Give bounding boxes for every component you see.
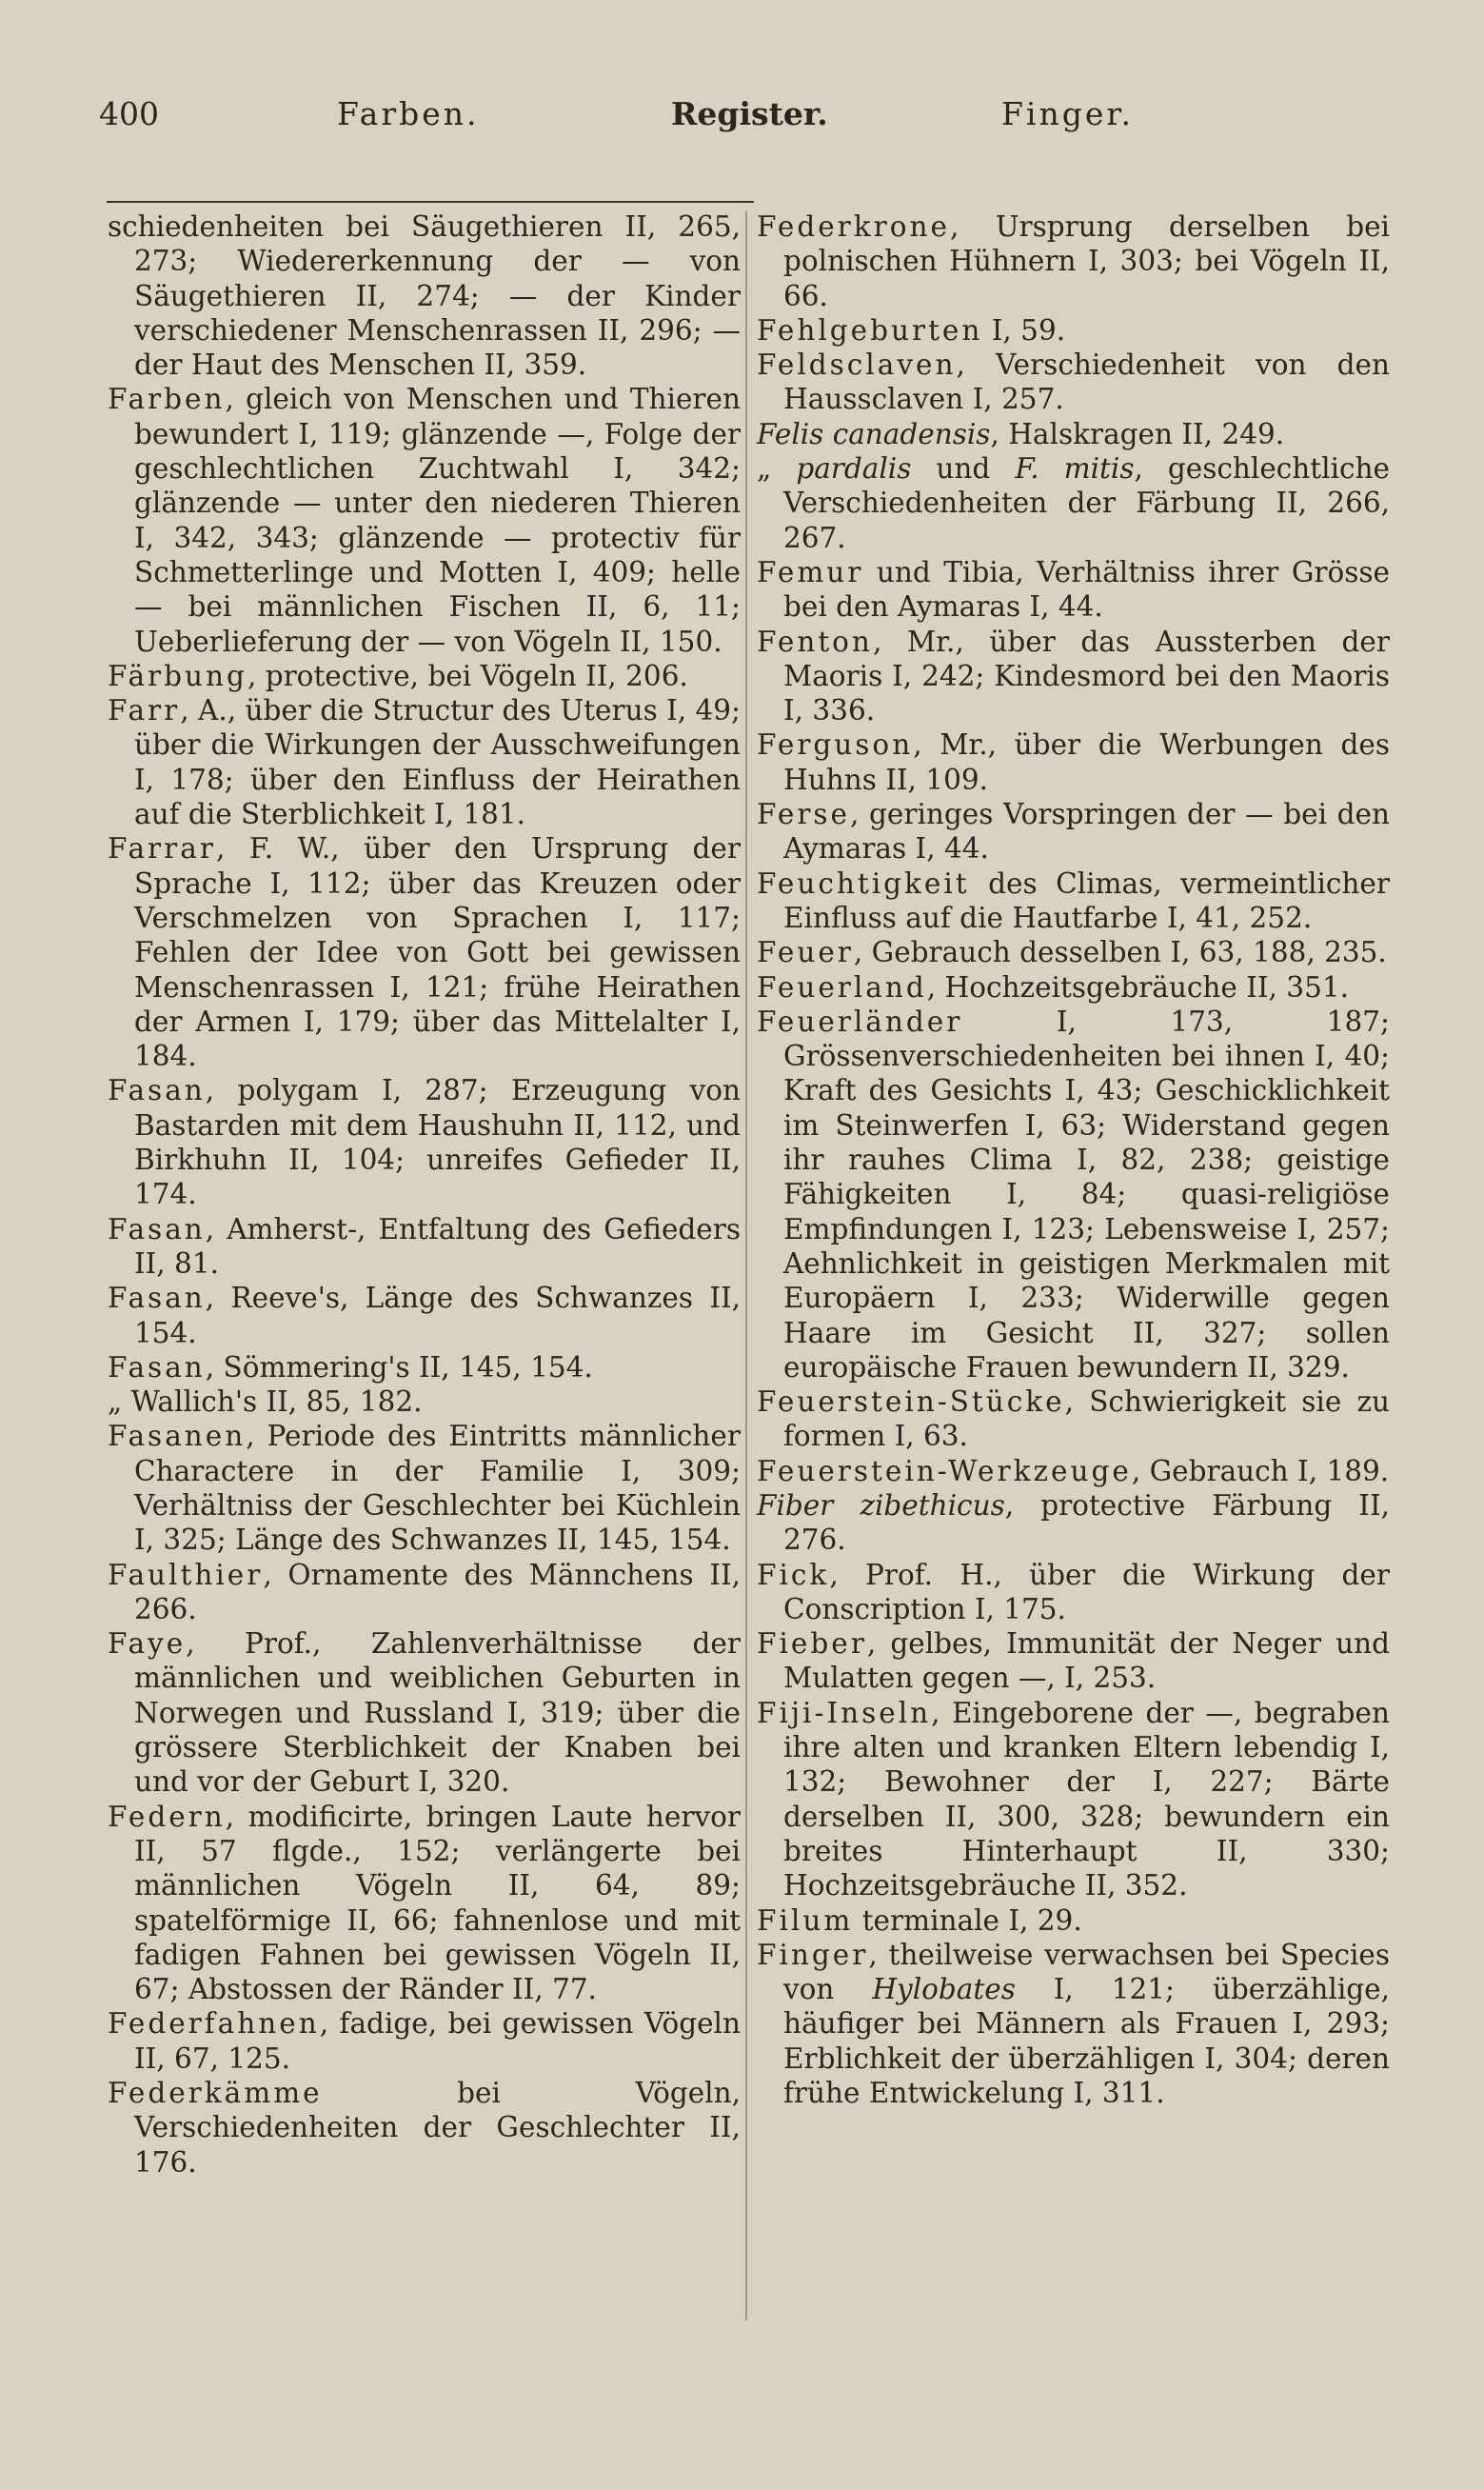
latin-name: pardalis bbox=[796, 452, 912, 486]
entry-headword: Finger bbox=[757, 1938, 869, 1971]
entry-text: , gleich von Menschen und Thieren bewundert I, 119; glänzende —, Folge der geschlechtlichen Zuchtwahl I, 342; glänzende — unter den niederen Thieren I, 342, 343; glänzende — protectiv für Schmetterlinge und Motten I, 409; helle — bei männlichen Fischen II, 6, 11; Ueberlieferung der — von Vögeln II, 150. bbox=[134, 383, 741, 658]
entry-headword: Femur bbox=[757, 555, 864, 588]
entry-headword: Fasan bbox=[108, 1212, 206, 1245]
entry-headword: Fick bbox=[757, 1558, 830, 1591]
index-entry bbox=[108, 209, 741, 382]
entry-headword: Fieber bbox=[757, 1627, 867, 1661]
entry-headword: Farr bbox=[108, 694, 181, 727]
entry-text: , Sömmering's II, 145, 154. bbox=[205, 1350, 593, 1384]
entry-text: , protective Färbung II, 276. bbox=[783, 1488, 1390, 1557]
entry-headword: Feuerstein-Werkzeuge bbox=[757, 1454, 1132, 1487]
index-entry bbox=[108, 1419, 741, 1557]
index-entry bbox=[757, 797, 1390, 867]
entry-text: , A., über die Structur des Uterus I, 49; über die Wirkungen der Ausschweifungen I, 178; über den Einfluss der Heirathen auf die Sterblichkeit I, 181. bbox=[134, 694, 741, 831]
entry-headword: Feldsclaven bbox=[757, 349, 957, 382]
index-entry bbox=[757, 1903, 1390, 1938]
latin-name: Hylobates bbox=[872, 1973, 1016, 2006]
index-entry bbox=[108, 831, 741, 1073]
index-entry bbox=[108, 1073, 741, 1211]
entry-text: terminale I, 29. bbox=[853, 1903, 1082, 1937]
entry-text: , fadige, bei gewissen Vögeln II, 67, 125. bbox=[134, 2007, 741, 2075]
page-number: 400 bbox=[99, 95, 159, 132]
index-entry bbox=[757, 1384, 1390, 1454]
entry-text: „ Wallich's II, 85, 182. bbox=[108, 1385, 423, 1419]
index-entry bbox=[757, 1005, 1390, 1384]
entry-headword: Fasanen bbox=[108, 1420, 247, 1453]
entry-text: , Ornamente des Männchens II, 266. bbox=[134, 1558, 741, 1625]
entry-headword: Federkrone bbox=[757, 210, 950, 243]
running-header bbox=[0, 95, 1484, 143]
entry-text: , gelbes, Immunität der Neger und Mulatten gegen —, I, 253. bbox=[783, 1627, 1390, 1695]
index-entry bbox=[108, 1281, 741, 1350]
entry-text: I, 121; überzählige, häufiger bei Männern als Frauen I, 293; Erblichkeit der überzähligen I, 304; deren frühe Entwickelung I, 311. bbox=[783, 1973, 1390, 2110]
entry-text: , Hochzeitsgebräuche II, 351. bbox=[926, 970, 1349, 1004]
index-entry bbox=[757, 727, 1390, 797]
index-entry bbox=[757, 867, 1390, 936]
entry-text: , Ursprung derselben bei polnischen Hühnern I, 303; bei Vögeln II, 66. bbox=[783, 210, 1390, 312]
entry-text: I, 173, 187; Grössenverschiedenheiten bei ihnen I, 40; Kraft des Gesichts I, 43; Geschicklichkeit im Steinwerfen I, 63; Widerstand gegen ihr rauhes Clima I, 82, 238; geistige Fähigkeiten I, 84; quasi-religiöse Empfindungen I, 123; Lebensweise I, 257; Aehnlichkeit in geistigen Merkmalen mit Europäern I, 233; Widerwille gegen Haare im Gesicht II, 327; sollen europäische Frauen bewundern II, 329. bbox=[783, 1005, 1390, 1384]
right-column bbox=[757, 209, 1390, 2110]
header-left-term: Farben. bbox=[337, 95, 480, 132]
left-column bbox=[108, 209, 741, 2180]
index-entry bbox=[757, 1626, 1390, 1696]
index-entry bbox=[108, 1384, 741, 1419]
index-entry bbox=[757, 1454, 1390, 1488]
index-entry bbox=[757, 935, 1390, 969]
index-entry bbox=[108, 1558, 741, 1627]
entry-headword: Filum bbox=[757, 1903, 854, 1937]
entry-text: des Climas, vermeintlicher Einfluss auf die Hautfarbe I, 41, 252. bbox=[783, 867, 1390, 934]
entry-text: , Mr., über die Werbungen des Huhns II, 109. bbox=[783, 728, 1390, 796]
index-entry bbox=[757, 1938, 1390, 2110]
entry-headword: Feuerländer bbox=[757, 1005, 963, 1038]
index-entry bbox=[757, 451, 1390, 555]
index-entry bbox=[108, 1800, 741, 2007]
entry-text: , protective, bei Vögeln II, 206. bbox=[247, 659, 688, 692]
entry-text: schiedenheiten bei Säugethieren II, 265, 273; Wiedererkennung der — von Säugethieren II, 274; — der Kinder verschiedener Menschenrassen II, 296; — der Haut des Menschen II, 359. bbox=[108, 210, 741, 382]
entry-headword: Fasan bbox=[108, 1074, 206, 1107]
entry-headword: Federfahnen bbox=[108, 2007, 320, 2041]
entry-text: , geschlechtliche Verschiedenheiten der Färbung II, 266, 267. bbox=[783, 452, 1390, 554]
entry-headword: Fasan bbox=[108, 1350, 206, 1384]
entry-text: , geringes Vorspringen der — bei den Aymaras I, 44. bbox=[783, 798, 1390, 866]
entry-headword: Ferse bbox=[757, 798, 851, 831]
index-entry bbox=[757, 625, 1390, 728]
header-rule bbox=[107, 201, 754, 203]
entry-text: , Eingeborene der —, begraben ihre alten und kranken Eltern lebendig I, 132; Bewohner der I, 227; Bärte derselben II, 300, 328; bewundern ein breites Hinterhaupt II, 330; Hochzeitsgebräuche II, 352. bbox=[783, 1696, 1390, 1902]
entry-headword: Felis canadensis bbox=[757, 417, 991, 450]
index-entry bbox=[108, 2006, 741, 2076]
entry-text: , Amherst-, Entfaltung des Gefieders II, 81. bbox=[134, 1212, 741, 1280]
entry-text: , Mr., über das Aussterben der Maoris I, 242; Kindesmord bei den Maoris I, 336. bbox=[783, 625, 1390, 727]
entry-headword: Faulthier bbox=[108, 1558, 264, 1591]
index-entry bbox=[757, 1558, 1390, 1627]
entry-text: , Halskragen II, 249. bbox=[990, 417, 1285, 450]
entry-headword: Feuchtigkeit bbox=[757, 867, 970, 900]
entry-text: und Tibia, Verhältniss ihrer Grösse bei den Aymaras I, 44. bbox=[783, 555, 1390, 624]
entry-text: , Schwierigkeit sie zu formen I, 63. bbox=[783, 1385, 1390, 1453]
entry-headword: Federkämme bbox=[108, 2077, 323, 2110]
entry-text: , Verschiedenheit von den Haussclaven I, 257. bbox=[783, 349, 1390, 416]
entry-text: , Periode des Eintritts männlicher Charactere in der Familie I, 309; Verhältniss der Geschlechter bei Küchlein I, 325; Länge des Schwanzes II, 145, 154. bbox=[134, 1420, 741, 1557]
entry-text: und bbox=[911, 452, 1016, 486]
entry-text: I, 59. bbox=[982, 313, 1066, 347]
index-entry bbox=[108, 382, 741, 658]
entry-headword: Ferguson bbox=[757, 728, 914, 762]
entry-text: , F. W., über den Ursprung der Sprache I, 112; über das Kreuzen oder Verschmelzen von Sprachen I, 117; Fehlen der Idee von Gott bei gewissen Menschenrassen I, 121; frühe Heirathen der Armen I, 179; über das Mittelalter I, 184. bbox=[134, 832, 741, 1073]
entry-headword: Feuerland bbox=[757, 970, 927, 1004]
column-divider bbox=[745, 211, 747, 2321]
entry-headword: Faye bbox=[108, 1627, 187, 1661]
entry-headword: Fiji-Inseln bbox=[757, 1696, 932, 1729]
entry-headword: Färbung bbox=[108, 659, 247, 692]
header-title: Register. bbox=[671, 95, 828, 132]
entry-headword: Feuer bbox=[757, 936, 854, 969]
entry-text: , Reeve's, Länge des Schwanzes II, 154. bbox=[134, 1282, 741, 1349]
latin-name: F. mitis bbox=[1015, 452, 1135, 486]
entry-text: , Gebrauch desselben I, 63, 188, 235. bbox=[853, 936, 1387, 969]
entry-headword: Farrar bbox=[108, 832, 216, 866]
entry-headword: Feuerstein-Stücke bbox=[757, 1385, 1065, 1419]
entry-text: bei Vögeln, Verschiedenheiten der Geschlechter II, 176. bbox=[134, 2077, 741, 2179]
index-entry bbox=[108, 693, 741, 831]
index-entry bbox=[108, 1212, 741, 1282]
entry-text: , Prof., Zahlenverhältnisse der männlichen und weiblichen Geburten in Norwegen und Russland I, 319; über die grössere Sterblichkeit der Knaben bei und vor der Geburt I, 320. bbox=[134, 1627, 741, 1799]
ditto-mark: „ bbox=[757, 452, 797, 486]
index-entry bbox=[757, 417, 1390, 451]
entry-headword: Fehlgeburten bbox=[757, 313, 983, 347]
entry-headword: Fasan bbox=[108, 1282, 206, 1315]
entry-text: , Gebrauch I, 189. bbox=[1131, 1454, 1390, 1487]
index-entry bbox=[757, 555, 1390, 625]
entry-text: , Prof. H., über die Wirkung der Conscription I, 175. bbox=[783, 1558, 1390, 1625]
index-entry bbox=[757, 348, 1390, 417]
entry-text: , theilweise verwachsen bei Species von bbox=[783, 1938, 1390, 2006]
index-entry bbox=[108, 2076, 741, 2180]
entry-headword: Farben bbox=[108, 383, 226, 416]
index-entry bbox=[108, 1350, 741, 1384]
entry-headword: Fenton bbox=[757, 625, 873, 658]
header-right-term: Finger. bbox=[1001, 95, 1134, 132]
index-entry bbox=[757, 313, 1390, 348]
entry-headword: Federn bbox=[108, 1800, 226, 1833]
entry-headword: Fiber zibethicus bbox=[757, 1488, 1005, 1522]
index-entry bbox=[757, 970, 1390, 1005]
index-entry bbox=[757, 1488, 1390, 1558]
index-entry bbox=[757, 1696, 1390, 1903]
entry-text: , modificirte, bringen Laute hervor II, 57 flgde., 152; verlängerte bei männlichen Vögeln II, 64, 89; spatelförmige II, 66; fahnenlose und mit fadigen Fahnen bei gewissen Vögeln II, 67; Abstossen der Ränder II, 77. bbox=[134, 1800, 741, 2006]
index-entry bbox=[108, 659, 741, 693]
entry-text: , polygam I, 287; Erzeugung von Bastarden mit dem Haushuhn II, 112, und Birkhuhn II, 104; unreifes Gefieder II, 174. bbox=[134, 1074, 741, 1211]
index-entry bbox=[757, 209, 1390, 313]
index-entry bbox=[108, 1626, 741, 1799]
